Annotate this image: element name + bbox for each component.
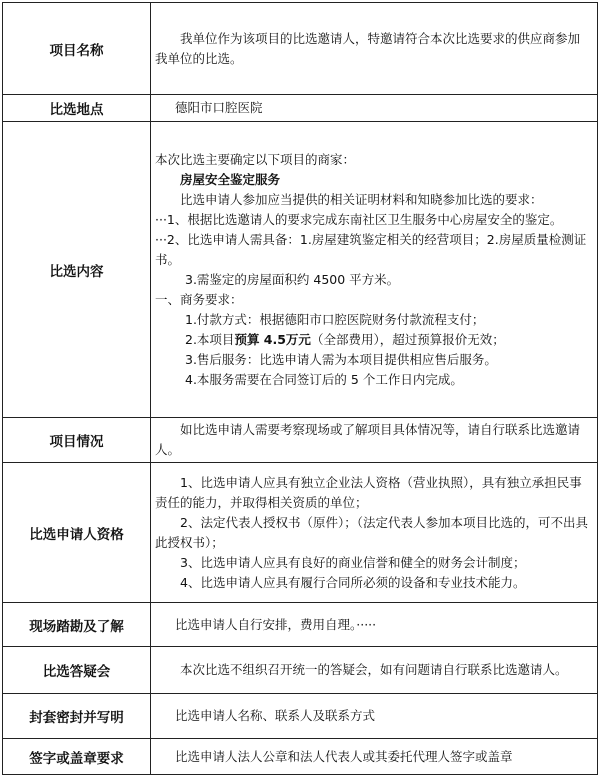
row-situation [3,418,598,463]
row-site-visit [3,603,598,647]
project-name-text: 我单位作为该项目的比选邀请人，特邀请符合本次比选要求的供应商参加我单位的比选。 [155,30,581,66]
value-content [151,122,598,418]
content-req-intro: 比选申请人参加应当提供的相关证明材料和知晓参加比选的要求： [180,191,543,207]
value-project-name [151,3,598,95]
biz2-suffix: （全部费用），超过预算报价无效； [310,331,505,347]
location-text: 德阳市口腔医院 [175,100,263,115]
qualification-3: 3、比选申请人应具有良好的商业信誉和健全的财务会计制度； [180,554,526,570]
row-signature [3,739,598,775]
row-qa [3,647,598,694]
content-item-1: ···1、根据比选邀请人的要求完成东南社区卫生服务中心房屋安全的鉴定。 [155,211,563,227]
content-intro: 本次比选主要确定以下项目的商家： [155,151,356,167]
content-biz-1: 1.付款方式：根据德阳市口腔医院财务付款流程支付； [185,311,485,327]
content-item-3: 3.需鉴定的房屋面积约 4500 平方米。 [185,271,400,287]
label-qa: 比选答疑会 [3,647,151,694]
label-project-name: 项目名称 [3,3,151,95]
label-content: 比选内容 [3,122,151,418]
budget-amount: 预算 4.5万元 [234,331,311,347]
seal-text: 比选申请人名称、联系人及联系方式 [175,708,376,723]
content-service: 房屋安全鉴定服务 [180,171,281,187]
content-biz-3: 3.售后服务：比选申请人需为本项目提供相应售后服务。 [185,351,497,367]
content-biz-2 [155,330,591,350]
value-qa [151,647,598,694]
value-signature [151,739,598,775]
qualification-4: 4、比选申请人应具有履行合同所必须的设备和专业技术能力。 [180,574,526,590]
value-seal [151,694,598,739]
procurement-table [2,2,598,775]
situation-text: 如比选申请人需要考察现场或了解项目具体情况等，请自行联系比选邀请人。 [155,422,581,457]
row-location [3,95,598,122]
label-situation: 项目情况 [3,418,151,463]
label-seal: 封套密封并写明 [3,694,151,739]
label-location: 比选地点 [3,95,151,122]
label-signature: 签字或盖章要求 [3,739,151,775]
label-site-visit: 现场踏勘及了解 [3,603,151,647]
row-seal [3,694,598,739]
content-item-2: ···2、比选申请人需具备：1.房屋建筑鉴定相关的经营项目；2.房屋质量检测证书。 [155,231,587,267]
biz2-prefix: 2.本项目 [185,331,235,347]
content-biz-title: 一、商务要求： [155,291,243,307]
value-site-visit [151,603,598,647]
label-qualification: 比选申请人资格 [3,463,151,603]
value-qualification [151,463,598,603]
row-qualification [3,463,598,603]
qa-text: 本次比选不组织召开统一的答疑会，如有问题请自行联系比选邀请人。 [180,662,568,677]
signature-text: 比选申请人法人公章和法人代表人或其委托代理人签字或盖章 [175,748,513,764]
row-content [3,122,598,418]
row-project-name [3,3,598,95]
site-visit-text: 比选申请人自行安排，费用自理。····· [175,616,377,632]
qualification-2: 2、法定代表人授权书（原件）；（法定代表人参加本项目比选的，可不出具此授权书）； [155,514,588,550]
content-biz-4: 4.本服务需要在合同签订后的 5 个工作日内完成。 [185,371,463,387]
value-location [151,95,598,122]
value-situation [151,418,598,463]
qualification-1: 1、比选申请人应具有独立企业法人资格（营业执照），具有独立承担民事责任的能力，并取得相关资质的单位； [155,474,582,510]
